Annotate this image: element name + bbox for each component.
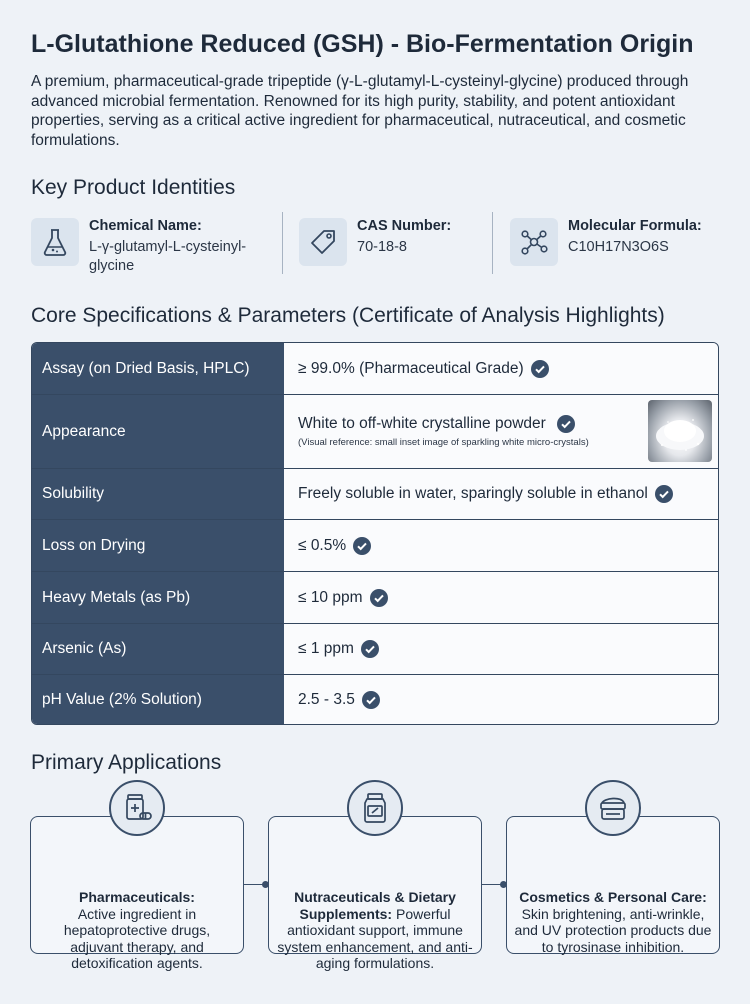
identities-row xyxy=(31,212,731,274)
specs-table xyxy=(31,342,719,725)
identity-label: Chemical Name: xyxy=(89,218,202,234)
medicine-bottle-icon xyxy=(109,780,165,836)
value-cell xyxy=(284,624,718,674)
supplement-jar-icon xyxy=(347,780,403,836)
page-title: L-Glutathione Reduced (GSH) - Bio-Fermentation Origin xyxy=(31,30,694,58)
param-cell: pH Value (2% Solution) xyxy=(32,675,284,725)
divider xyxy=(282,212,283,274)
param-cell: Assay (on Dried Basis, HPLC) xyxy=(32,343,284,394)
value-text: ≥ 99.0% (Pharmaceutical Grade) xyxy=(298,359,524,377)
value-text: Freely soluble in water, sparingly soluble in ethanol xyxy=(298,485,648,502)
table-row xyxy=(32,468,718,519)
table-row xyxy=(32,519,718,571)
application-card-nutraceuticals xyxy=(268,816,482,971)
application-card-cosmetics xyxy=(506,816,720,954)
value-text: ≤ 10 ppm xyxy=(298,588,363,606)
value-cell xyxy=(284,572,718,623)
param-cell: Heavy Metals (as Pb) xyxy=(32,572,284,623)
value-cell xyxy=(284,675,718,725)
param-cell: Solubility xyxy=(32,469,284,519)
intro-paragraph: A premium, pharmaceutical-grade tripeptide (γ-L-glutamyl-L-cysteinyl-glycine) produced through advanced microbial fermentation. Renowned for its high purity, stability, and potent antioxidant properties, serving as a critical active ingredient for pharmaceutical, nutraceutical, and cosmetic formulations. xyxy=(31,73,689,149)
identity-value: C10H17N3O6S xyxy=(568,239,669,255)
check-icon xyxy=(361,640,379,658)
value-text: White to off-white crystalline powder xyxy=(298,415,546,433)
application-card-pharma xyxy=(30,816,244,971)
identity-molecular-formula xyxy=(510,212,730,274)
value-text: 2.5 - 3.5 xyxy=(298,691,355,708)
divider xyxy=(492,212,493,274)
molecule-icon xyxy=(510,218,558,266)
check-icon xyxy=(531,360,549,378)
table-row xyxy=(32,674,718,725)
value-cell xyxy=(284,469,718,519)
flask-icon xyxy=(31,218,79,266)
visual-note: (Visual reference: small inset image of sparkling white micro-crystals) xyxy=(298,436,589,448)
specs-heading: Core Specifications & Parameters (Certificate of Analysis Highlights) xyxy=(31,304,665,327)
value-text: ≤ 1 ppm xyxy=(298,640,354,657)
check-icon xyxy=(655,485,673,503)
value-cell xyxy=(284,343,718,394)
application-title: Cosmetics & Personal Care: xyxy=(519,889,707,905)
param-cell: Loss on Drying xyxy=(32,520,284,571)
application-title: Pharmaceuticals: xyxy=(79,889,195,905)
value-cell xyxy=(284,520,718,571)
applications-heading: Primary Applications xyxy=(31,751,222,774)
identity-chemical-name xyxy=(31,212,271,274)
table-row xyxy=(32,394,718,468)
value-cell xyxy=(284,395,718,468)
check-icon xyxy=(370,589,388,607)
identity-label: CAS Number: xyxy=(357,218,452,234)
application-text: Skin brightening, anti-wrinkle, and UV protection products due to tyrosinase inhibition. xyxy=(514,905,712,955)
identity-cas-number xyxy=(299,212,489,274)
identity-label: Molecular Formula: xyxy=(568,218,702,234)
param-cell: Appearance xyxy=(32,395,284,468)
param-cell: Arsenic (As) xyxy=(32,624,284,674)
tag-icon xyxy=(299,218,347,266)
check-icon xyxy=(362,691,380,709)
table-row xyxy=(32,571,718,623)
application-text: Active ingredient in hepatoprotective drugs, adjuvant therapy, and detoxification agents. xyxy=(63,905,211,971)
application-text: Powerful antioxidant support, immune system enhancement, and anti-aging formulations. xyxy=(277,905,473,971)
table-row xyxy=(32,343,718,394)
cream-jar-icon xyxy=(585,780,641,836)
identities-heading: Key Product Identities xyxy=(31,176,236,199)
crystal-powder-image xyxy=(648,400,712,462)
table-row xyxy=(32,623,718,674)
applications-section xyxy=(0,780,750,980)
application-title: Nutraceuticals & Dietary Supplements: xyxy=(294,889,456,922)
check-icon xyxy=(353,537,371,555)
identity-value: 70-18-8 xyxy=(357,239,407,255)
value-text: ≤ 0.5% xyxy=(298,536,347,554)
check-icon xyxy=(557,415,575,433)
identity-value: L-γ-glutamyl-L-cysteinyl-glycine xyxy=(89,239,247,274)
